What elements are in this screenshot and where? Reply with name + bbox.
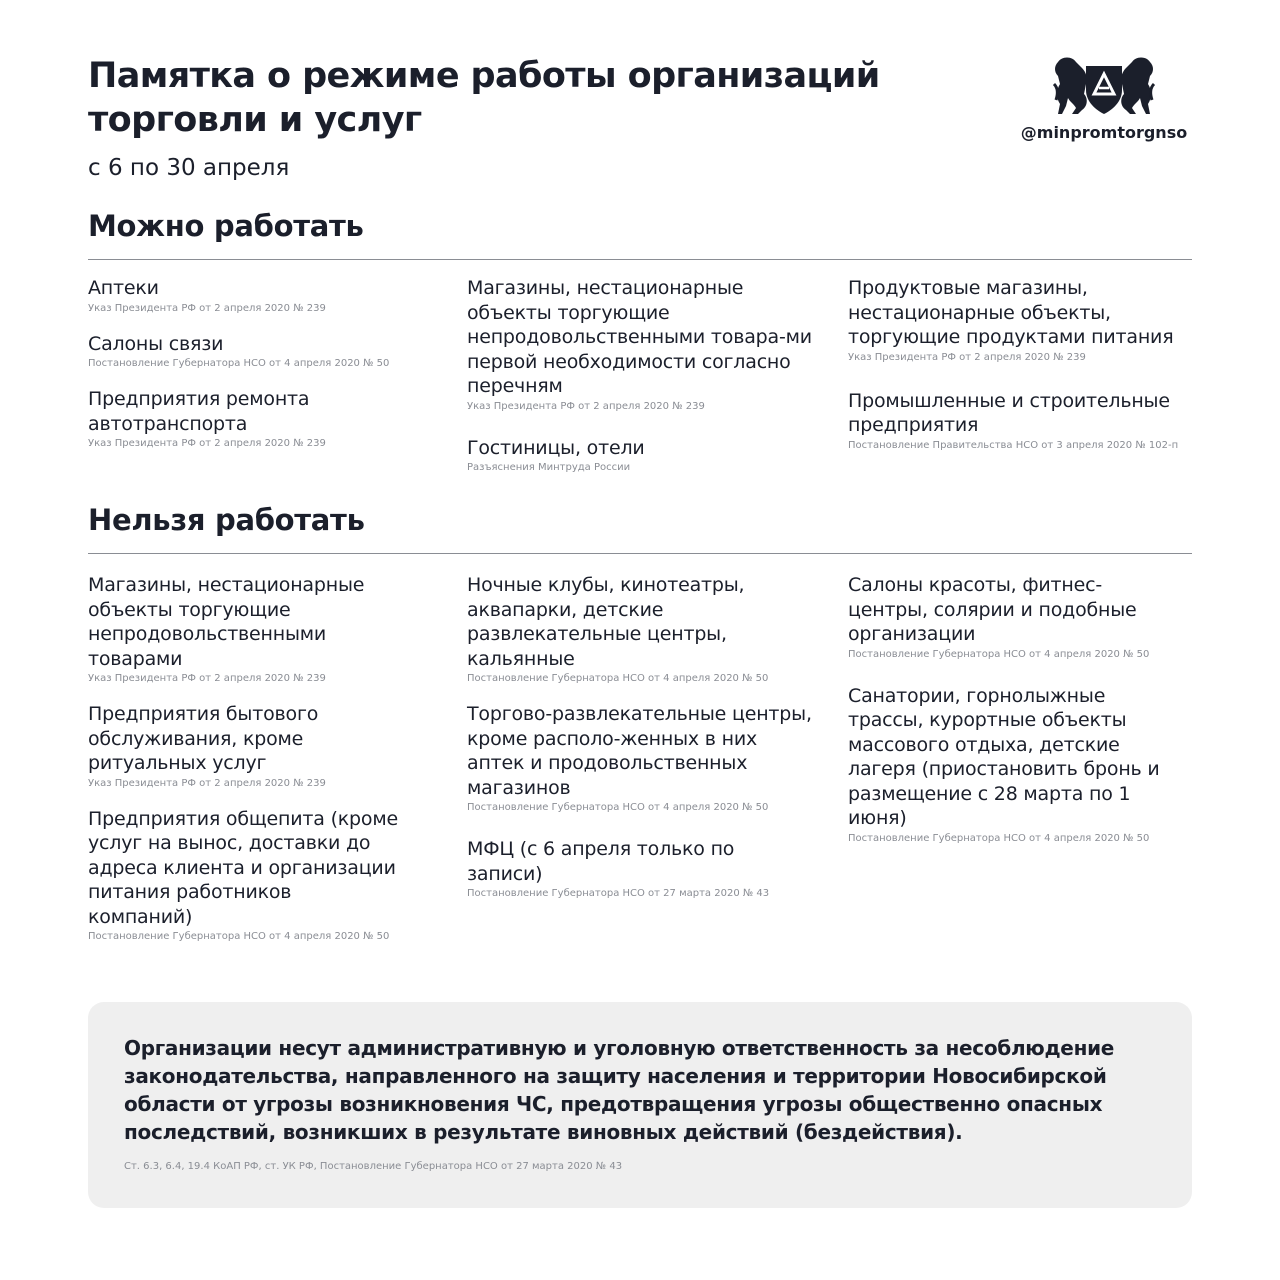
item-title: Салоны красоты, фитнес-центры, солярии и подобные организации [848,574,1137,645]
item-source: Разъяснения Минтруда России [467,462,631,473]
list-item [848,573,1168,662]
list-item [467,573,767,686]
item-source: Указ Президента РФ от 2 апреля 2020 № 239 [848,351,1086,363]
list-item [848,389,1192,453]
liability-notice [88,1002,1192,1208]
list-item [88,807,398,945]
list-item [848,684,1163,846]
allowed-divider [88,259,1192,260]
item-source: Постановление Губернатора НСО от 27 марта 2020 № 43 [467,888,770,899]
item-title: Торгово-развлекательные центры, кроме располо-женных в них аптек и продовольственных магазинов [467,703,812,799]
notice-source: Ст. 6.3, 6.4, 19.4 КоАП РФ, ст. УК РФ, Постановление Губернатора НСО от 27 марта 2020 № 43 [124,1161,623,1172]
notice-text: Организации несут административную и уголовную ответственность за несоблюдение законодательства, направленного на защиту населения и территории Новосибирской области от угрозы возникновения ЧС, предотвращения угрозы общественно опасных последствий, возникших в результате виновных действий (бездействия). [124,1036,1115,1144]
list-item [88,573,398,686]
list-item [88,276,448,316]
item-title: Магазины, нестационарные объекты торгующие непродовольственными товара-ми первой необходимости согласно перечням [467,277,812,397]
list-item [467,276,817,414]
item-title: Промышленные и строительные предприятия [848,389,1170,436]
item-source: Указ Президента РФ от 2 апреля 2020 № 239 [88,777,326,789]
list-item [467,837,770,901]
social-handle: @minpromtorgnso [1020,123,1188,142]
coat-of-arms-logo-icon [1052,54,1156,118]
list-item [848,276,1192,365]
forbidden-column-3 [848,573,1168,862]
item-source: Указ Президента РФ от 2 апреля 2020 № 239 [88,302,326,314]
item-title: Предприятия общепита (кроме услуг на вынос, доставки до адреса клиента и организации питания работников компаний) [88,807,398,928]
item-title: Салоны связи [88,332,224,355]
item-source: Постановление Губернатора НСО от 4 апреля 2020 № 50 [848,832,1150,844]
allowed-column-3 [848,276,1192,469]
item-title: МФЦ (с 6 апреля только по записи) [467,838,735,885]
item-source: Постановление Губернатора НСО от 4 апреля 2020 № 50 [88,358,390,369]
item-source: Указ Президента РФ от 2 апреля 2020 № 239 [88,673,326,684]
forbidden-divider [88,553,1192,554]
list-item [88,332,448,372]
allowed-column-2 [467,276,817,491]
forbidden-column-1 [88,573,398,960]
item-title: Ночные клубы, кинотеатры, аквапарки, детские развлекательные центры, кальянные [467,574,745,670]
item-title: Предприятия ремонта автотранспорта [88,388,310,435]
list-item [467,436,817,476]
item-source: Постановление Правительства НСО от 3 апреля 2020 № 102-п [848,439,1179,451]
page-title: Памятка о режиме работы организаций торговли и услуг [88,56,880,140]
item-title: Продуктовые магазины, нестационарные объекты, торгующие продуктами питания [848,277,1174,348]
item-source: Постановление Губернатора НСО от 4 апреля 2020 № 50 [848,648,1150,660]
allowed-column-1 [88,276,448,467]
item-source: Указ Президента РФ от 2 апреля 2020 № 239 [467,400,705,412]
page-subtitle: с 6 по 30 апреля [88,155,290,181]
item-source: Постановление Губернатора НСО от 4 апреля 2020 № 50 [88,931,390,942]
list-item [467,702,817,815]
item-title: Гостиницы, отели [467,436,645,459]
allowed-heading: Можно работать [88,209,364,243]
forbidden-heading: Нельзя работать [88,503,365,537]
item-source: Указ Президента РФ от 2 апреля 2020 № 239 [88,438,326,449]
item-title: Предприятия бытового обслуживания, кроме ритуальных услуг [88,703,319,774]
list-item [88,702,348,791]
list-item [88,387,338,451]
item-title: Аптеки [88,277,159,299]
forbidden-column-2 [467,573,817,917]
item-title: Санатории, горнолыжные трассы, курортные объекты массового отдыха, детские лагеря (приостановить бронь и размещение с 28 марта по 1 июня) [848,684,1160,829]
item-source: Постановление Губернатора НСО от 4 апреля 2020 № 50 [467,673,769,684]
item-source: Постановление Губернатора НСО от 4 апреля 2020 № 50 [467,802,769,813]
item-title: Магазины, нестационарные объекты торгующие непродовольственными товарами [88,574,365,670]
